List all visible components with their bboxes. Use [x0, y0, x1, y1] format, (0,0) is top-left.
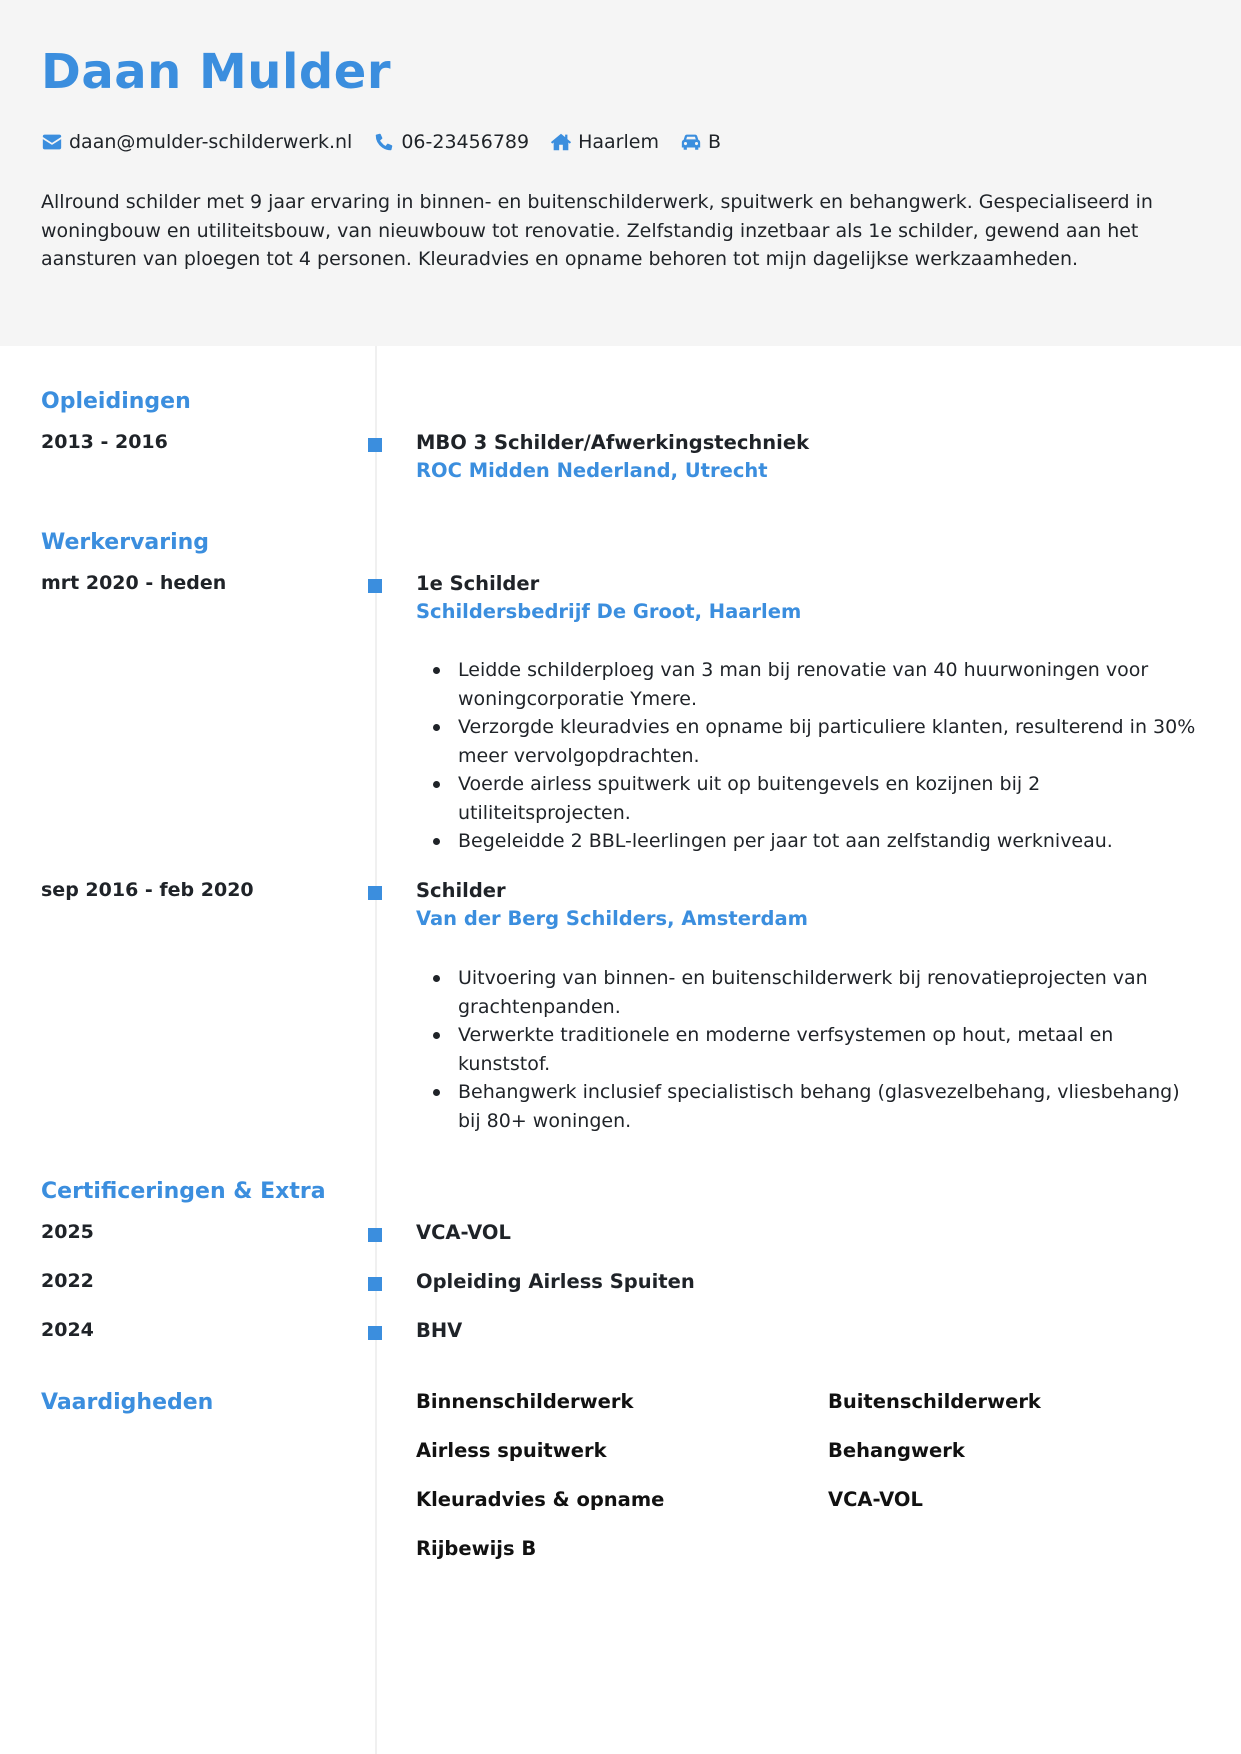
entry-title: Schilder — [416, 879, 506, 902]
bullet-item: Leidde schilderploeg van 3 man bij renovatie van 40 huurwoningen voor woningcorporatie Ymere. — [416, 656, 1196, 713]
entry-date: 2025 — [41, 1221, 94, 1243]
skill-item: Rijbewijs B — [416, 1537, 537, 1560]
timeline-marker — [368, 438, 382, 452]
bullet-item: Voerde airless spuitwerk uit op buitengevels en kozijnen bij 2 utiliteitsprojecten. — [416, 770, 1196, 827]
header — [0, 0, 1241, 346]
entry-date: mrt 2020 - heden — [41, 572, 227, 594]
skill-item: VCA-VOL — [828, 1488, 923, 1511]
skill-item: Airless spuitwerk — [416, 1439, 607, 1462]
bullet-item: Behangwerk inclusief specialistisch behang (glasvezelbehang, vliesbehang) bij 80+ woningen. — [416, 1078, 1196, 1135]
skill-item: Kleuradvies & opname — [416, 1488, 665, 1511]
candidate-name: Daan Mulder — [41, 44, 391, 100]
envelope-icon — [41, 131, 63, 153]
education-heading: Opleidingen — [41, 389, 191, 414]
contact-location — [550, 131, 659, 153]
car-icon — [680, 131, 702, 153]
contact-phone[interactable] — [373, 131, 529, 153]
experience-heading: Werkervaring — [41, 530, 210, 555]
entry-title: Opleiding Airless Spuiten — [416, 1270, 695, 1293]
bullet-item: Begeleidde 2 BBL-leerlingen per jaar tot aan zelfstandig werkniveau. — [416, 827, 1196, 856]
timeline-divider — [375, 346, 377, 1754]
entry-title: 1e Schilder — [416, 572, 540, 595]
contact-license — [680, 131, 721, 153]
contact-row — [41, 128, 742, 156]
entry-date: sep 2016 - feb 2020 — [41, 879, 254, 901]
timeline-marker — [368, 1326, 382, 1340]
skills-heading: Vaardigheden — [41, 1390, 214, 1415]
entry-bullets — [416, 656, 1196, 856]
entry-date: 2022 — [41, 1270, 94, 1292]
contact-email[interactable] — [41, 131, 352, 153]
bullet-item: Verwerkte traditionele en moderne verfsystemen op hout, metaal en kunststof. — [416, 1021, 1196, 1078]
skill-item: Buitenschilderwerk — [828, 1390, 1041, 1413]
profile-summary: Allround schilder met 9 jaar ervaring in binnen- en buitenschilderwerk, spuitwerk en behangwerk. Gespecialiseerd in woningbouw en utiliteitsbouw, van nieuwbouw tot renovatie. Zelfstandig inzetbaar als 1e schilder, gewend aan het aansturen van ploegen tot 4 personen. Kleuradvies en opname behoren tot mijn dagelijkse werkzaamheden. — [41, 191, 1153, 270]
phone-icon — [373, 131, 395, 153]
entry-date: 2024 — [41, 1319, 94, 1341]
bullet-item: Uitvoering van binnen- en buitenschilderwerk bij renovatieprojecten van grachtenpanden. — [416, 964, 1196, 1021]
entry-organization: ROC Midden Nederland, Utrecht — [416, 459, 768, 482]
home-icon — [550, 131, 572, 153]
location-text: Haarlem — [578, 131, 659, 153]
entry-organization: Schildersbedrijf De Groot, Haarlem — [416, 600, 802, 623]
entry-title: MBO 3 Schilder/Afwerkingstechniek — [416, 431, 810, 454]
skill-item: Behangwerk — [828, 1439, 965, 1462]
timeline-marker — [368, 579, 382, 593]
entry-bullets — [416, 964, 1196, 1135]
entry-title: BHV — [416, 1319, 463, 1342]
timeline-marker — [368, 886, 382, 900]
entry-title: VCA-VOL — [416, 1221, 511, 1244]
bullet-item: Verzorgde kleuradvies en opname bij particuliere klanten, resulterend in 30% meer vervolgopdrachten. — [416, 713, 1196, 770]
skill-item: Binnenschilderwerk — [416, 1390, 634, 1413]
phone-text: 06-23456789 — [401, 131, 530, 153]
license-text: B — [707, 131, 722, 153]
timeline-marker — [368, 1228, 382, 1242]
entry-date: 2013 - 2016 — [41, 431, 168, 453]
email-text: daan@mulder-schilderwerk.nl — [69, 131, 353, 153]
certifications-heading: Certificeringen & Extra — [41, 1179, 326, 1204]
timeline-marker — [368, 1277, 382, 1291]
entry-organization: Van der Berg Schilders, Amsterdam — [416, 907, 808, 930]
